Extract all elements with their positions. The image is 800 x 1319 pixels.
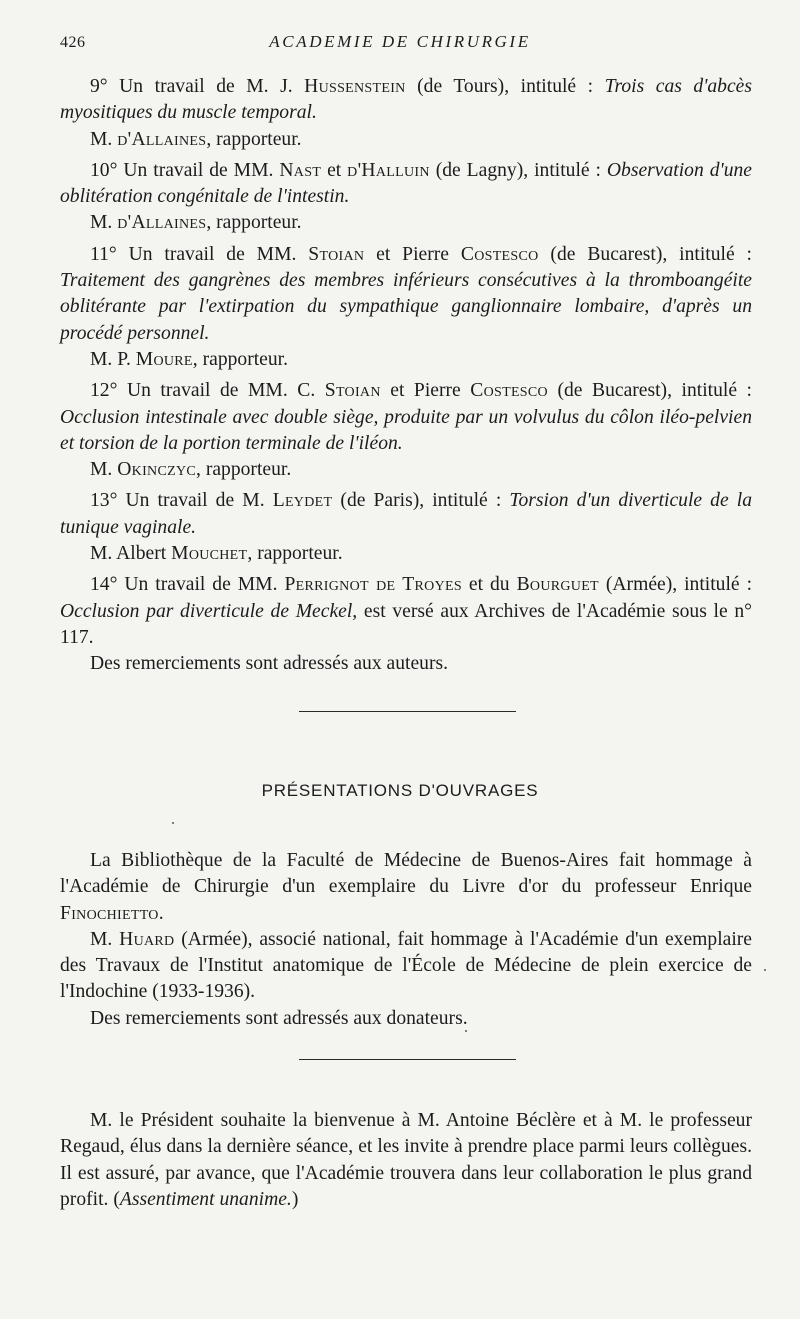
work-title: Observation d'une oblitération congénitale de l'intestin. <box>60 159 752 208</box>
author-name: Costesco <box>470 380 548 402</box>
work-item-text: 9° Un travail de M. J. Hussenstein (de Tours), intitulé : Trois cas d'abcès myositiques du muscle temporal. <box>60 76 752 124</box>
presentation-paragraph: La Bibliothèque de la Faculté de Médecine de Buenos-Aires fait hommage à l'Académie de Chirurgie d'un exemplaire du Livre d'or du professeur Enrique Finochietto. <box>60 850 752 924</box>
author-name: Perrignot de Troyes <box>284 574 462 596</box>
author-name: Stoian <box>324 380 381 402</box>
work-title: Occlusion intestinale avec double siège, produite par un volvulus du côlon iléo-pelvien et torsion de la portion terminale de l'iléon. <box>60 406 752 454</box>
section-divider <box>299 1059 516 1060</box>
author-name: Stoian <box>308 243 365 265</box>
presentation-paragraph: M. Huard (Armée), associé national, fait hommage à l'Académie d'un exemplaire des Travaux de l'Institut anatomique de l'École de Médecine de plein exercice de l'Indochine (1933-1936). <box>60 928 752 1003</box>
work-item-9 <box>60 74 752 153</box>
section-title: PRÉSENTATIONS D'OUVRAGES <box>261 781 539 800</box>
presentations-section <box>60 848 752 1032</box>
thanks-authors: Des remerciements sont adressés aux auteurs. <box>90 653 449 675</box>
work-item-14 <box>60 572 752 677</box>
thanks-donors: Des remerciements sont adressés aux donateurs. <box>90 1007 468 1029</box>
rapporteur-line: M. P. Moure, rapporteur. <box>90 348 289 370</box>
person-name: Finochietto <box>60 902 159 924</box>
page-header <box>0 30 800 56</box>
assent-note: Assentiment unanime. <box>119 1188 292 1210</box>
running-head: ACADEMIE DE CHIRURGIE <box>269 32 531 51</box>
work-title: Torsion d'un diverticule de la tunique vaginale. <box>60 490 753 538</box>
rapporteur-line: M. d'Allaines, rapporteur. <box>90 128 302 150</box>
work-item-10 <box>60 158 752 237</box>
work-list <box>60 74 752 678</box>
work-item-text: 10° Un travail de MM. Nast et d'Halluin (de Lagny), intitulé : Observation d'une oblitération congénitale de l'intestin. <box>60 159 752 208</box>
work-item-text: 13° Un travail de M. Leydet (de Paris), intitulé : Torsion d'un diverticule de la tunique vaginale. <box>60 490 753 538</box>
print-speck <box>465 1030 467 1032</box>
author-name: Costesco <box>460 243 539 265</box>
author-name: Nast <box>279 159 322 181</box>
person-name: Huard <box>119 928 175 950</box>
rapporteur-line: M. Albert Mouchet, rapporteur. <box>90 543 343 565</box>
work-title: Occlusion par diverticule de Meckel, <box>60 600 358 622</box>
work-item-11 <box>60 242 752 373</box>
work-item-13 <box>60 488 752 567</box>
president-section <box>60 1108 752 1213</box>
section-divider <box>299 711 516 712</box>
author-name: Hussenstein <box>304 76 406 97</box>
president-paragraph: M. le Président souhaite la bienvenue à M. Antoine Béclère et à M. le professeur Regaud, élus dans la dernière séance, et les invite à prendre place parmi leurs collègues. Il est assuré, par avance, que l'Académie trouvera dans leur collaboration le plus grand profit. (Assentiment unanime.) <box>60 1110 752 1210</box>
author-name: Bourguet <box>516 574 599 596</box>
work-item-text: 12° Un travail de MM. C. Stoian et Pierre Costesco (de Bucarest), intitulé : Occlusion intestinale avec double siège, produite par un volvulus du côlon iléo-pelvien et torsion de la portion terminale de l'iléon. <box>60 380 752 454</box>
work-item-text: 14° Un travail de MM. Perrignot de Troyes et du Bourguet (Armée), intitulé : Occlusion par diverticule de Meckel, est versé aux Archives de l'Académie sous le n° 117. <box>60 574 753 648</box>
page-number: 426 <box>60 34 86 51</box>
print-speck <box>172 822 174 824</box>
work-title: Trois cas d'abcès myositiques du muscle temporal. <box>60 76 752 124</box>
author-name: Leydet <box>272 490 333 512</box>
author-name: d'Halluin <box>347 159 430 181</box>
work-item-12 <box>60 378 752 483</box>
print-speck <box>764 969 766 971</box>
work-item-text: 11° Un travail de MM. Stoian et Pierre Costesco (de Bucarest), intitulé : Traitement des gangrènes des membres inférieurs consécutives à la thromboangéite oblitérante par l'extirpation du sympathique ganglionnaire lombaire, d'après un procédé personnel. <box>60 243 752 344</box>
rapporteur-line: M. d'Allaines, rapporteur. <box>90 212 302 234</box>
rapporteur-line: M. Okinczyc, rapporteur. <box>90 459 292 481</box>
work-title: Traitement des gangrènes des membres inférieurs consécutives à la thromboangéite oblitérante par l'extirpation du sympathique ganglionnaire lombaire, d'après un procédé personnel. <box>60 270 752 344</box>
